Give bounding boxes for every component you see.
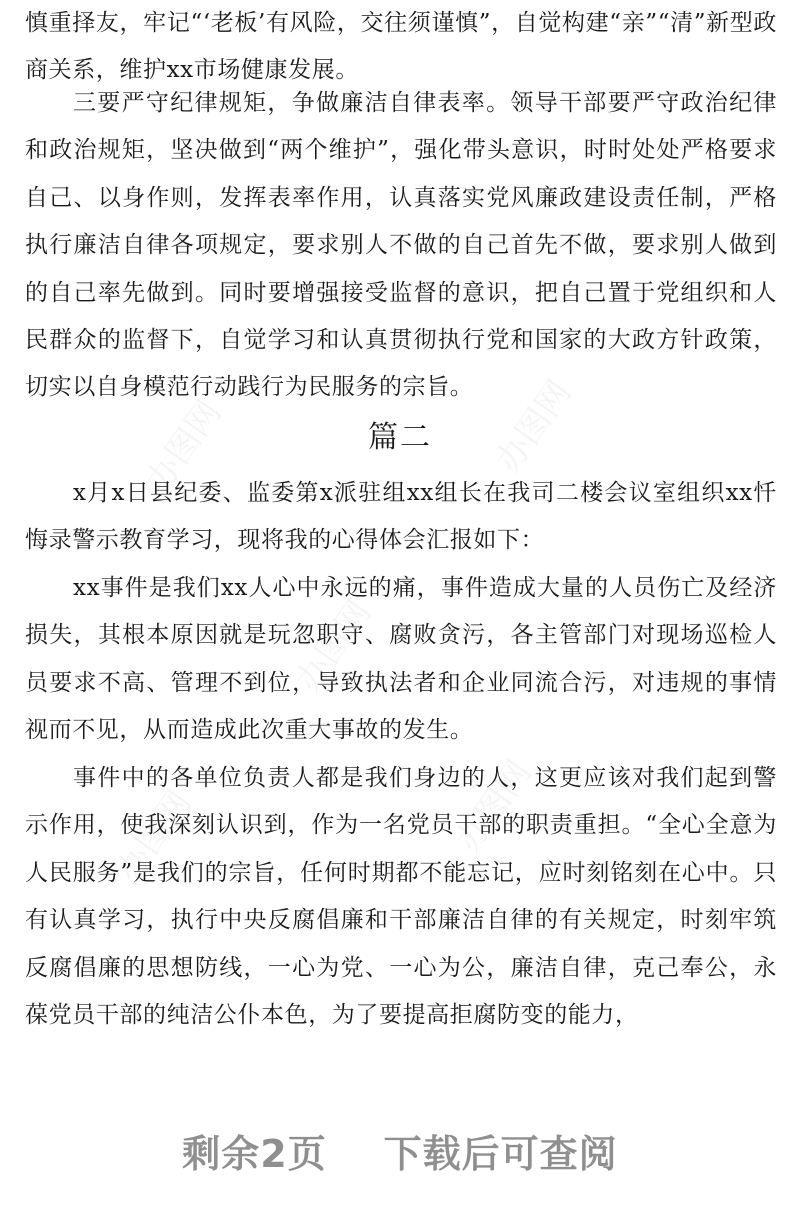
paragraph-warning: 事件中的各单位负责人都是我们身边的人，这更应该对我们起到警示作用，使我深刻认识到，作为一名党员干部的职责重担。“全心全意为人民服务”是我们的宗旨，任何时期都不能忘记，应时刻铭刻在心中。只有认真学习，执行中央反腐倡廉和干部廉洁自律的有关规定，时刻牢筑反腐倡廉的思想防线，一心为党、一心为公，廉洁自律，克己奉公，永葆党员干部的纯洁公仆本色，为了要提高拒腐防变的能力， [25, 765, 777, 1029]
paragraph-continued: 慎重择友，牢记“‘老板’有风险，交往须谨慎”，自觉构建“亲”“清”新型政商关系，维护xx市场健康发展。 [25, 10, 777, 84]
watermark-logo: 办图网 [448, 753, 540, 860]
footer-spacer [327, 1128, 384, 1172]
section-heading: 篇二 [368, 420, 432, 455]
watermark-logo: 办图网 [138, 393, 230, 500]
watermark-logo: 办图网 [108, 783, 200, 890]
watermark-logo: 办图网 [488, 373, 580, 480]
watermark-logo: 办图网 [288, 593, 380, 700]
paragraph-intro: x月x日县纪委、监委第x派驻组xx组长在我司二楼会议室组织xx忏悔录警示教育学习，现将我的心得体会汇报如下： [25, 480, 777, 554]
download-prompt[interactable] [0, 1118, 800, 1182]
remaining-pages-text: 剩余2页 [182, 1131, 327, 1176]
download-hint-text: 下载后可查阅 [383, 1131, 618, 1176]
paragraph-event: xx事件是我们xx人心中永远的痛，事件造成大量的人员伤亡及经济损失，其根本原因就是玩忽职守、腐败贪污，各主管部门对现场巡检人员要求不高、管理不到位，导致执法者和企业同流合污，对违规的事情视而不见，从而造成此次重大事故的发生。 [25, 575, 777, 744]
paragraph-third-requirement: 三要严守纪律规矩，争做廉洁自律表率。领导干部要严守政治纪律和政治规矩，坚决做到“两个维护”，强化带头意识，时时处处严格要求自己、以身作则，发挥表率作用，认真落实党风廉政建设责任制，严格执行廉洁自律各项规定，要求别人不做的自己首先不做，要求别人做到的自己率先做到。同时要增强接受监督的意识，把自己置于党组织和人民群众的监督下，自觉学习和认真贯彻执行党和国家的大政方针政策，切实以自身模范行动践行为民服务的宗旨。 [25, 90, 777, 401]
